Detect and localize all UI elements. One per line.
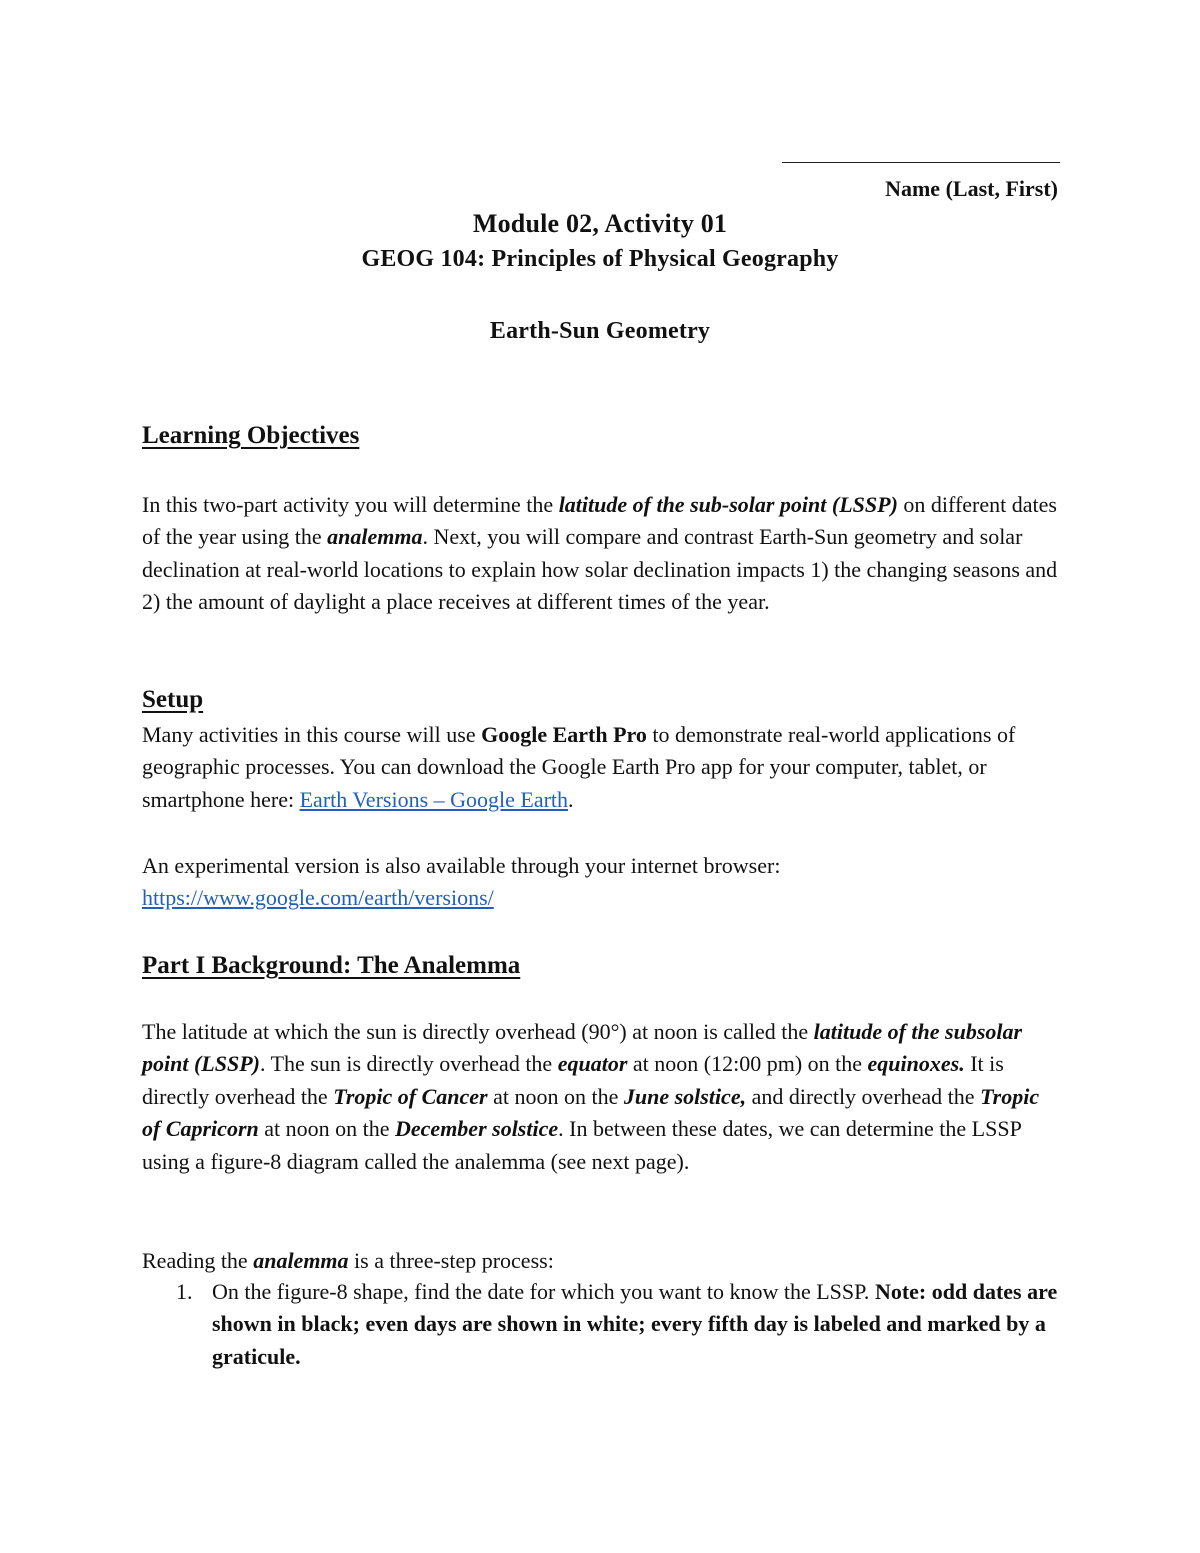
name-signature-line[interactable]: [782, 148, 1060, 163]
earth-versions-link[interactable]: Earth Versions – Google Earth: [299, 786, 569, 812]
learning-objectives-heading: Learning Objectives: [142, 422, 360, 449]
name-label: Name (Last, First): [885, 176, 1058, 201]
topic-title: Earth-Sun Geometry: [489, 318, 711, 344]
experimental-version-paragraph: An experimental version is also available through your internet browser: https://www.google.com/earth/versions/: [142, 853, 781, 911]
module-title: Module 02, Activity 01: [472, 209, 728, 238]
list-item-note: Note: odd dates are shown in black; even days are shown in white; every fifth day is labeled and marked by a graticule.: [212, 1279, 1058, 1369]
list-item: [142, 1276, 1062, 1373]
reading-analemma-intro: Reading the analemma is a three-step process:: [142, 1248, 554, 1273]
course-title: GEOG 104: Principles of Physical Geography: [361, 246, 839, 272]
list-item-text: On the figure-8 shape, find the date for which you want to know the LSSP.: [212, 1279, 875, 1304]
list-item-number: 1.: [176, 1279, 193, 1304]
reading-steps-list: [142, 1276, 1062, 1373]
setup-heading: Setup: [142, 686, 204, 713]
learning-objectives-paragraph: In this two-part activity you will determine the latitude of the sub-solar point (LSSP) on different dates of the year using the analemma. Next, you will compare and contrast Earth-Sun geometry and solar declination at real-world locations to explain how solar declination impacts 1) the changing seasons and 2) the amount of daylight a place receives at different times of the year.: [142, 492, 1058, 615]
google-earth-versions-url-link[interactable]: https://www.google.com/earth/versions/: [142, 885, 494, 911]
analemma-background-paragraph: The latitude at which the sun is directly overhead (90°) at noon is called the latitude of the subsolar point (LSSP). The sun is directly overhead the equator at noon (12:00 pm) on the equinoxes. It is directly overhead the Tropic of Cancer at noon on the June solstice, and directly overhead the Tropic of Capricorn at noon on the December solstice. In between these dates, we can determine the LSSP using a figure-8 diagram called the analemma (see next page).: [142, 1019, 1040, 1174]
setup-paragraph: Many activities in this course will use Google Earth Pro to demonstrate real-world applications of geographic processes. You can download the Google Earth Pro app for your computer, tablet, or smartphone here: Earth Versions – Google Earth.: [142, 722, 1016, 812]
part1-heading: Part I Background: The Analemma: [142, 952, 521, 979]
